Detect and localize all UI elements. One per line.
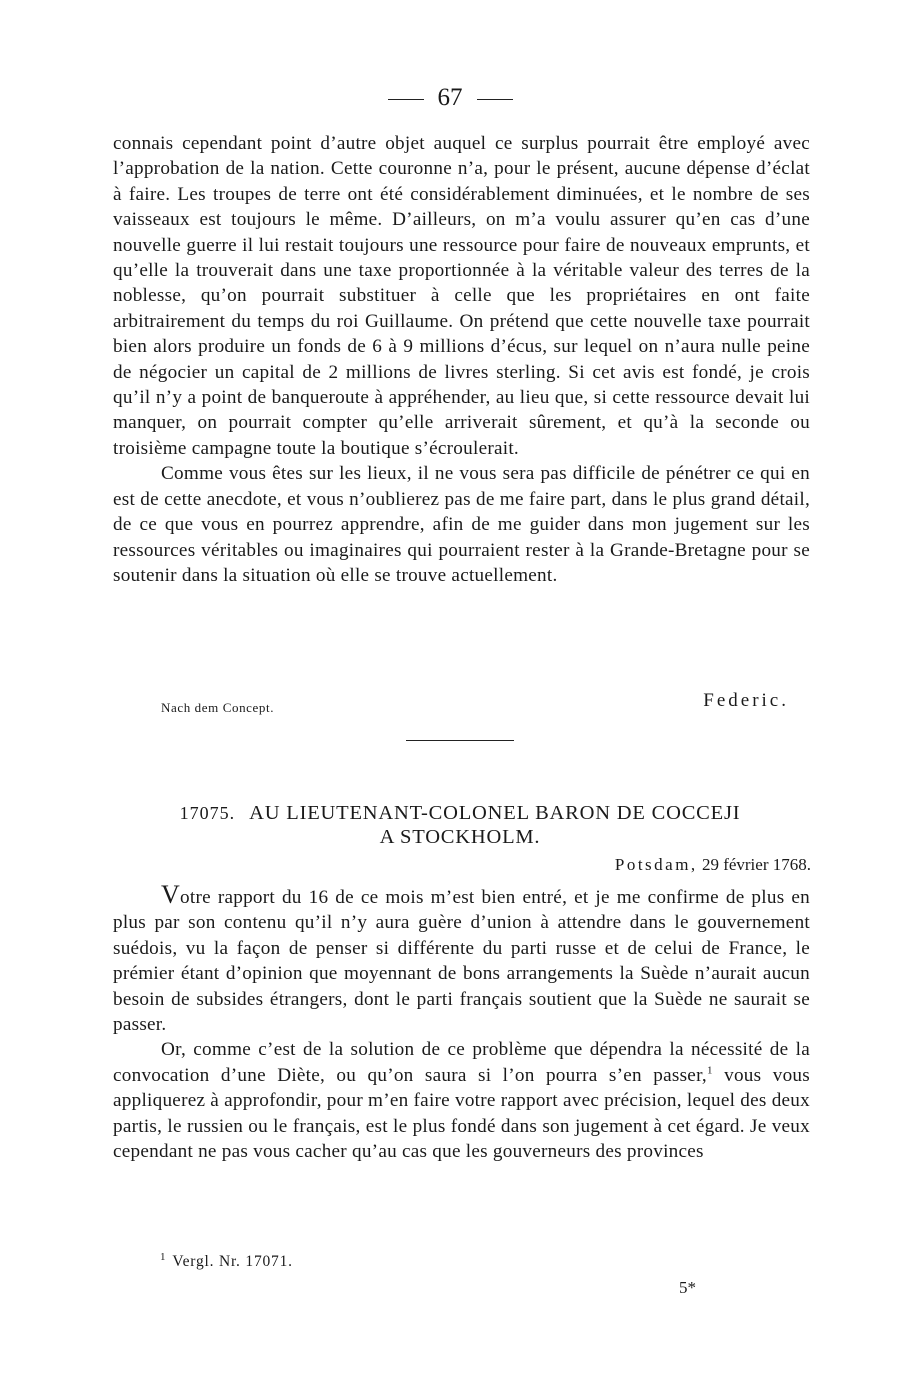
paragraph xyxy=(113,882,810,1037)
initial-letter: V xyxy=(161,880,181,909)
source-note: Nach dem Concept. xyxy=(161,700,275,715)
letter-number: 17075. xyxy=(179,803,236,823)
letter-date: 29 février 1768. xyxy=(701,855,811,874)
paragraph xyxy=(113,1037,810,1164)
paragraph-text: Or, comme c’est de la solution de ce problème que dépendra la nécessité de la convocation d’une Diète, ou qu’on saura si l’on pourra s’en passer, xyxy=(113,1039,810,1086)
footnote-mark: 1 xyxy=(160,1251,167,1263)
letter-heading-line1 xyxy=(110,801,810,825)
letter-place: Potsdam, xyxy=(614,855,698,874)
place-date xyxy=(615,855,811,875)
page-number-dash-right xyxy=(477,99,513,100)
footnote-text: Vergl. Nr. 17071. xyxy=(172,1253,293,1271)
paragraph-text: vous vous appliquerez à approfondir, pour m’en faire votre rapport avec précision, lequel des deux partis, le russien ou le français, est le plus fondé dans son jugement à cet égard. Je veux cependant ne pas vous cacher qu’au cas que les gouverneurs des provinces xyxy=(113,1064,810,1163)
printer-signature-mark: 5* xyxy=(679,1278,696,1297)
letter-heading-line2: A STOCKHOLM. xyxy=(379,826,541,848)
closing-row xyxy=(161,690,789,716)
letter-body xyxy=(113,882,810,1164)
page-number-dash-left xyxy=(388,99,424,100)
paragraph-text: otre rapport du 16 de ce mois m’est bien entré, et je me confirme de plus en plus par son contenu qu’il n’y aura guère d’union à attendre dans le gouvernement suédois, vu la façon de penser si différente du parti russe et de celui de France, le prémier étant d’opinion que moyennant de bons arrangements la Suède n’aurait aucun besoin de subsides étrangers, dont le parti français soutient que la Suède ne saurait se passer. xyxy=(113,887,810,1036)
footnote-reference: 1 xyxy=(706,1064,713,1077)
section-divider xyxy=(406,740,514,741)
page-number-value: 67 xyxy=(437,84,463,111)
paragraph: connais cependant point d’autre objet auquel ce surplus pourrait être employé avec l’approbation de la nation. Cette couronne n’a, pour le présent, aucune dépense d’éclat à faire. Les troupes de terre ont été considérablement diminuées, et le nombre de ses vaisseaux est toujours le même. D’ailleurs, on m’a voulu assurer qu’en cas d’une nouvelle guerre il lui restait toujours une ressource pour faire de nouveaux emprunts, et qu’elle la trouverait dans une taxe proportionnée à la véritable valeur des terres de la noblesse, qu’on pourrait substituer à celle que les propriétaires en ont faite arbitrairement du temps du roi Guillaume. On prétend que cette nouvelle taxe pourrait bien alors produire un fonds de 6 à 9 millions d’écus, sur lequel on n’aura nulle peine de négocier un capital de 2 millions de livres sterling. Si cet avis est fondé, je crois qu’il n’y a point de banqueroute à appréhender, au lieu que, si cette ressource devait lui manquer, on pourrait compter qu’elle arriverait sûrement, et qu’à la seconde ou troisième campagne toute la boutique s’écroulerait. xyxy=(113,133,810,459)
footnote xyxy=(160,1251,293,1271)
letter-continuation xyxy=(113,131,810,588)
page-number xyxy=(0,84,900,112)
paragraph: Comme vous êtes sur les lieux, il ne vous sera pas difficile de pénétrer ce qui en est de cette anecdote, et vous n’oublierez pas de me faire part, dans le plus grand détail, de ce que vous en pourrez apprendre, afin de me guider dans mon jugement sur les ressources véritables ou imaginaires qui pourraient rester à la Grande-Bretagne pour se soutenir dans la situation où elle se trouve actuellement. xyxy=(113,463,810,586)
signer-name: Federic. xyxy=(703,690,789,711)
letter-heading xyxy=(110,801,810,849)
letter-addressee: AU LIEUTENANT-COLONEL BARON DE COCCEJI xyxy=(249,802,741,824)
